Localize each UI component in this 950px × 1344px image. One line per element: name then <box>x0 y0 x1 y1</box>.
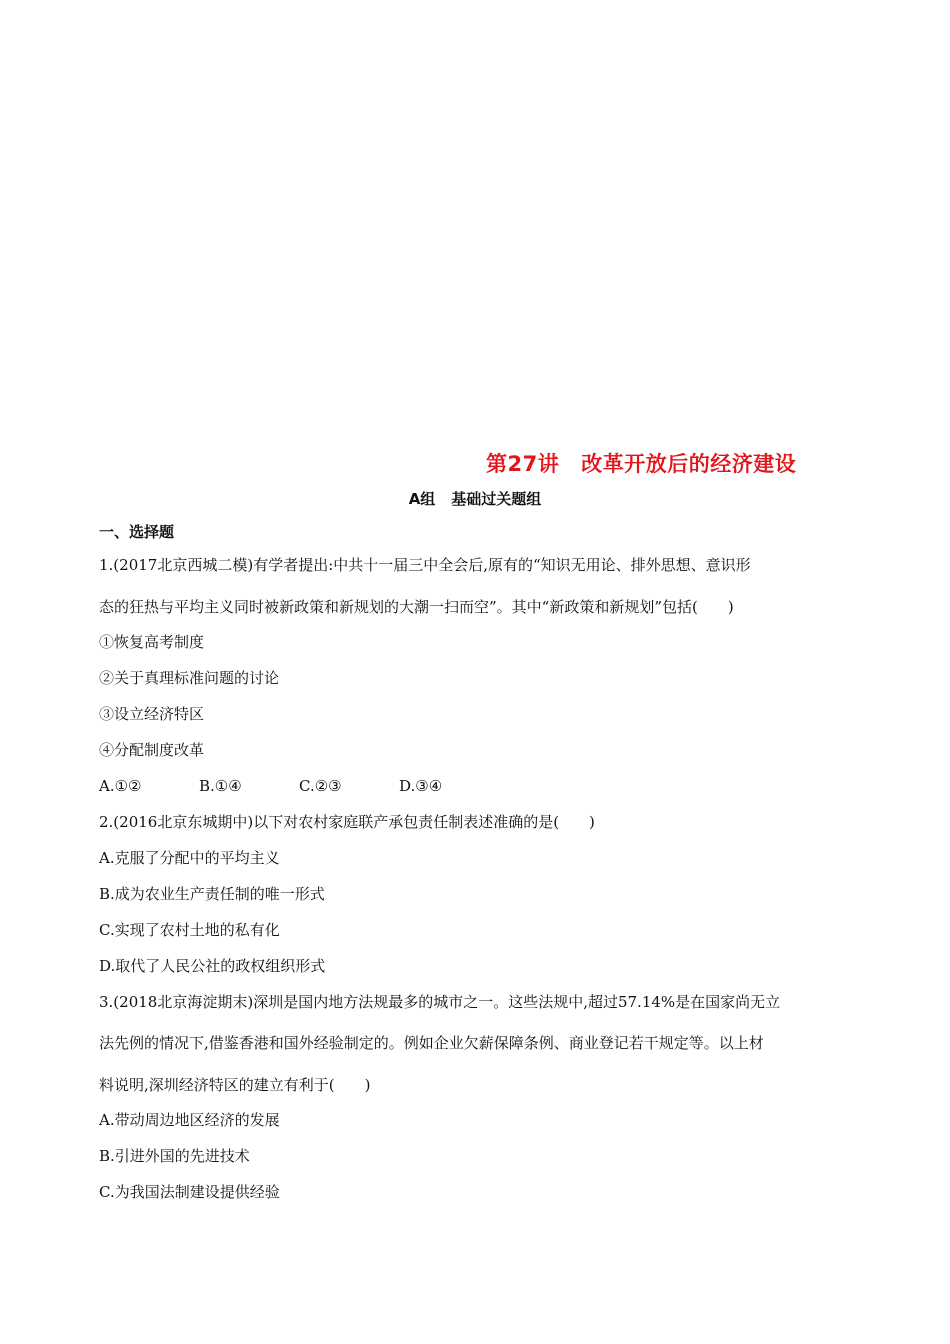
question-1-statement-2: ②关于真理标准问题的讨论 <box>99 669 280 687</box>
lecture-title <box>486 448 796 478</box>
lecture-number: 第27讲 <box>486 452 560 476</box>
question-2-option-a: A.克服了分配中的平均主义 <box>99 849 280 867</box>
question-1-statement-4: ④分配制度改革 <box>99 741 205 759</box>
question-3-option-a: A.带动周边地区经济的发展 <box>99 1111 280 1129</box>
question-1-statement-3: ③设立经济特区 <box>99 705 205 723</box>
question-2-option-b: B.成为农业生产责任制的唯一形式 <box>99 885 325 903</box>
group-label: A组 <box>408 490 436 508</box>
question-2-option-d: D.取代了人民公社的政权组织形式 <box>99 957 326 975</box>
question-1-options <box>99 776 442 796</box>
question-1-statement-1: ①恢复高考制度 <box>99 633 205 651</box>
question-2-stem: 2.(2016北京东城期中)以下对农村家庭联产承包责任制表述准确的是( ) <box>99 813 595 831</box>
question-3-stem-line-1: 3.(2018北京海淀期末)深圳是国内地方法规最多的城市之一。这些法规中,超过57.14%是在国家尚无立 <box>99 993 781 1011</box>
question-1-option-b: B.①④ <box>199 777 242 795</box>
question-1-stem-line-1: 1.(2017北京西城二模)有学者提出:中共十一届三中全会后,原有的“知识无用论、排外思想、意识形 <box>99 556 751 574</box>
question-1-option-c: C.②③ <box>299 777 342 795</box>
lecture-topic: 改革开放后的经济建设 <box>581 452 797 476</box>
group-name: 基础过关题组 <box>451 490 542 508</box>
question-3-option-b: B.引进外国的先进技术 <box>99 1147 250 1165</box>
question-3-stem-line-3: 料说明,深圳经济特区的建立有利于( ) <box>99 1076 371 1094</box>
question-3-stem-line-2: 法先例的情况下,借鉴香港和国外经验制定的。例如企业欠薪保障条例、商业登记若干规定等。以上材 <box>99 1034 764 1052</box>
question-1-stem-line-2: 态的狂热与平均主义同时被新政策和新规划的大潮一扫而空”。其中“新政策和新规划”包括( ) <box>99 598 734 616</box>
question-1-option-d: D.③④ <box>399 777 443 795</box>
group-heading <box>0 488 950 509</box>
section-heading: 一、选择题 <box>99 523 175 541</box>
question-1-option-a: A.①② <box>99 777 142 795</box>
question-3-option-c: C.为我国法制建设提供经验 <box>99 1183 280 1201</box>
question-2-option-c: C.实现了农村土地的私有化 <box>99 921 280 939</box>
